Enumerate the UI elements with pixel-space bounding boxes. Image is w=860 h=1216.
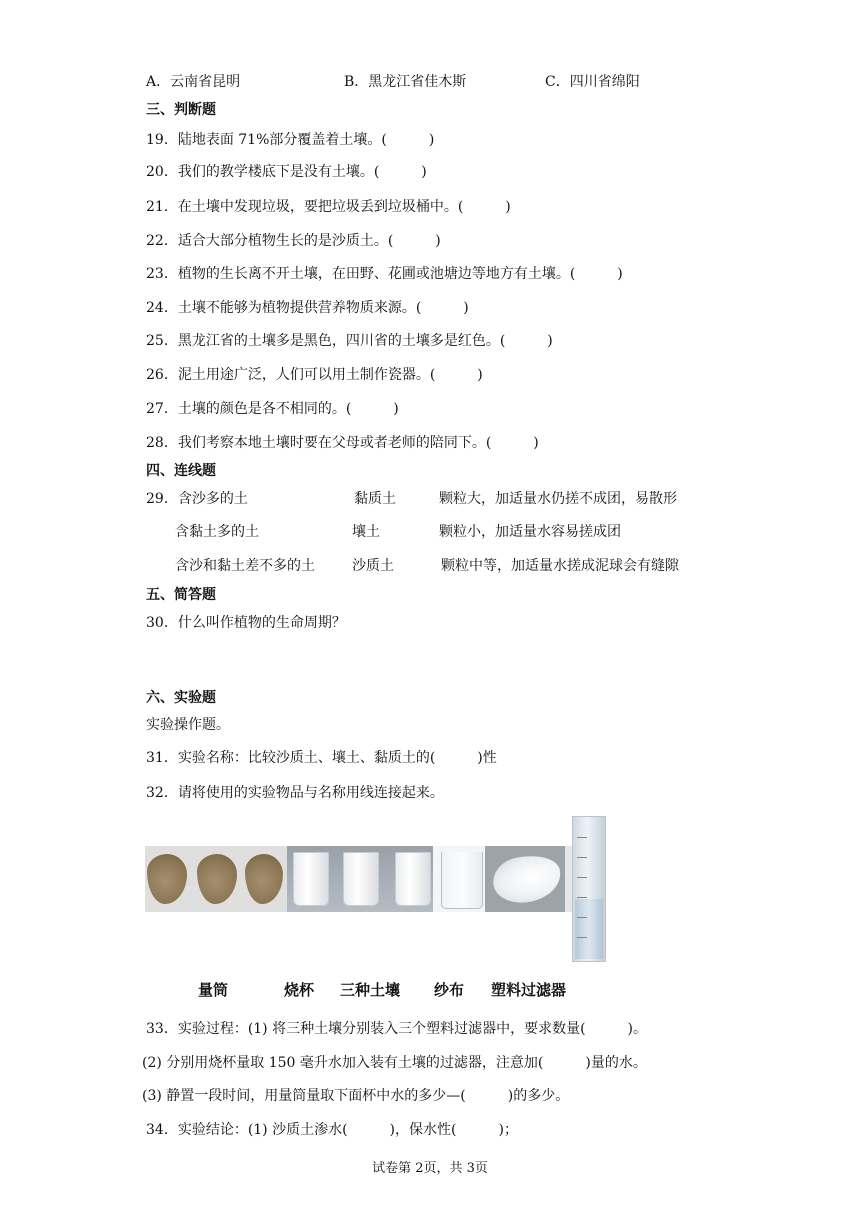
match-left-3: 含沙和黏土差不多的土 [175, 558, 315, 574]
question-33-step-3: (3) 静置一段时间，用量筒量取下面杯中水的多少—( )的多少。 [142, 1088, 570, 1104]
gauze-image [485, 846, 565, 912]
plastic-filter-cups-image [287, 846, 433, 912]
match-left-1: 29．含沙多的土 [146, 491, 248, 507]
label-measuring-cylinder: 量筒 [198, 981, 229, 999]
question-22: 22．适合大部分植物生长的是沙质土。( ) [146, 233, 441, 249]
question-27: 27．土壤的颜色是各不相同的。( ) [146, 401, 399, 417]
question-21: 21．在土壤中发现垃圾，要把垃圾丢到垃圾桶中。( ) [146, 199, 511, 215]
question-28: 28．我们考察本地土壤时要在父母或者老师的陪同下。( ) [146, 435, 539, 451]
match-right-3: 颗粒中等，加适量水搓成泥球会有缝隙 [441, 558, 679, 574]
question-31: 31．实验名称：比较沙质土、壤土、黏质土的( )性 [146, 750, 497, 766]
beaker-image [433, 846, 485, 912]
page-footer: 试卷第 2页，共 3页 [372, 1161, 488, 1176]
label-three-soils: 三种土壤 [340, 981, 401, 999]
question-33-step-2: (2) 分别用烧杯量取 150 毫升水加入装有土壤的过滤器，注意加( )量的水。 [142, 1055, 647, 1071]
question-33-step-1: 33．实验过程：(1) 将三种土壤分别装入三个塑料过滤器中，要求数量( )。 [146, 1021, 648, 1037]
question-19: 19．陆地表面 71%部分覆盖着土壤。( ) [146, 132, 435, 148]
question-26: 26．泥土用途广泛，人们可以用土制作瓷器。( ) [146, 367, 483, 383]
match-middle-2: 壤土 [352, 524, 380, 540]
section-heading-judge: 三、判断题 [146, 102, 216, 118]
option-c: C．四川省绵阳 [545, 74, 640, 90]
section-heading-short: 五、简答题 [146, 587, 216, 603]
question-25: 25．黑龙江省的土壤多是黑色，四川省的土壤多是红色。( ) [146, 333, 553, 349]
measuring-cylinder-image [572, 816, 606, 962]
match-left-2: 含黏土多的土 [175, 524, 259, 540]
match-right-2: 颗粒小，加适量水容易搓成团 [439, 524, 621, 540]
question-30: 30．什么叫作植物的生命周期？ [146, 615, 346, 631]
experiment-photo-strip [145, 846, 605, 912]
soil-sample-image [241, 846, 287, 912]
option-b: B．黑龙江省佳木斯 [344, 74, 467, 90]
match-right-1: 颗粒大，加适量水仍搓不成团，易散形 [439, 491, 677, 507]
section-heading-experiment: 六、实验题 [146, 690, 216, 706]
question-34: 34．实验结论：(1) 沙质土渗水( )，保水性( )； [146, 1122, 518, 1138]
section-heading-match: 四、连线题 [146, 463, 216, 479]
question-23: 23．植物的生长离不开土壤，在田野、花圃或池塘边等地方有土壤。( ) [146, 266, 623, 282]
label-plastic-filter: 塑料过滤器 [491, 981, 567, 999]
question-20: 20．我们的教学楼底下是没有土壤。( ) [146, 164, 427, 180]
match-middle-1: 黏质土 [354, 491, 396, 507]
question-32: 32．请将使用的实验物品与名称用线连接起来。 [146, 785, 444, 801]
soil-sample-image [145, 846, 193, 912]
label-beaker: 烧杯 [284, 981, 315, 999]
option-a: A．云南省昆明 [146, 74, 241, 90]
label-gauze: 纱布 [434, 981, 465, 999]
soil-sample-image [193, 846, 241, 912]
question-24: 24．土壤不能够为植物提供营养物质来源。( ) [146, 300, 469, 316]
match-middle-3: 沙质土 [352, 558, 394, 574]
experiment-intro: 实验操作题。 [146, 717, 230, 733]
